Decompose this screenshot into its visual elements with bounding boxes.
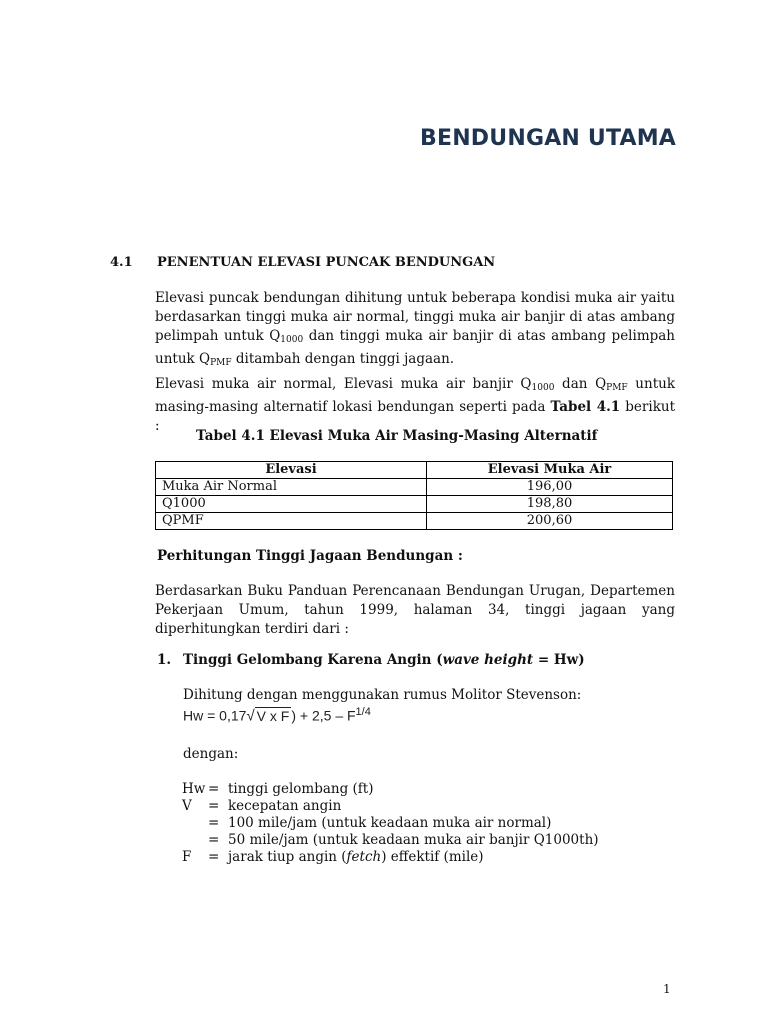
table-cell: 198,80 bbox=[427, 496, 673, 513]
table-header-row bbox=[156, 462, 673, 479]
table-header: Elevasi Muka Air bbox=[427, 462, 673, 479]
table-caption: Tabel 4.1 Elevasi Muka Air Masing-Masing Alternatif bbox=[196, 428, 598, 444]
method-text: Dihitung dengan menggunakan rumus Molitor Stevenson: bbox=[183, 687, 582, 703]
table-row bbox=[156, 496, 673, 513]
table-reference: Tabel 4.1 bbox=[550, 399, 621, 415]
table-cell: Q1000 bbox=[156, 496, 427, 513]
page-title: BENDUNGAN UTAMA bbox=[420, 126, 677, 151]
table-cell: 196,00 bbox=[427, 479, 673, 496]
paragraph-intro: Elevasi puncak bendungan dihitung untuk beberapa kondisi muka air yaitu berdasarkan tinggi muka air normal, tinggi muka air banjir di atas ambang pelimpah untuk $Q_{1000}$ dan tinggi muka air banjir di atas ambang pelimpah untuk $Q_{PMF}$ ditambah dengan tinggi jagaan. bbox=[155, 290, 676, 368]
section-title: PENENTUAN ELEVASI PUNCAK BENDUNGAN bbox=[157, 255, 496, 270]
table-header: Elevasi bbox=[156, 462, 427, 479]
table-cell: Muka Air Normal bbox=[156, 479, 427, 496]
table-cell: QPMF bbox=[156, 513, 427, 530]
table-cell: 200,60 bbox=[427, 513, 673, 530]
dengan-label: dengan: bbox=[183, 746, 239, 762]
page-number: 1 bbox=[663, 982, 671, 996]
table-row bbox=[156, 513, 673, 530]
definition-row: V = kecepatan angin bbox=[182, 798, 342, 814]
definition-row: F = jarak tiup angin (fetch) effektif (mile) bbox=[182, 849, 484, 865]
paragraph-elevations: Elevasi muka air normal, Elevasi muka air banjir $Q_{1000}$ dan $Q_{PMF}$ untuk masing-masing alternatif lokasi bendungan seperti pada Tabel 4.1 berikut : bbox=[155, 376, 675, 434]
definition-row: Hw = tinggi gelombang (ft) bbox=[182, 781, 374, 797]
definition-row: = 50 mile/jam (untuk keadaan muka air banjir Q1000th) bbox=[208, 832, 599, 848]
definition-row: = 100 mile/jam (untuk keadaan muka air normal) bbox=[208, 815, 552, 831]
paragraph-reference: Berdasarkan Buku Panduan Perencanaan Bendungan Urugan, Departemen Pekerjaan Umum, tahun 1999, halaman 34, tinggi jagaan yang diperhitungkan terdiri dari : bbox=[155, 583, 675, 637]
elevation-table bbox=[155, 461, 673, 530]
subheading: Perhitungan Tinggi Jagaan Bendungan : bbox=[157, 548, 463, 564]
table-row bbox=[156, 479, 673, 496]
item-number: 1. bbox=[157, 652, 172, 668]
section-number: 4.1 bbox=[110, 255, 133, 270]
item-heading: Tinggi Gelombang Karena Angin (wave height = Hw) bbox=[183, 652, 585, 668]
formula: Hw = 0,17√ V x F ) + $2,5 - F^{1/4}$ bbox=[183, 706, 371, 725]
